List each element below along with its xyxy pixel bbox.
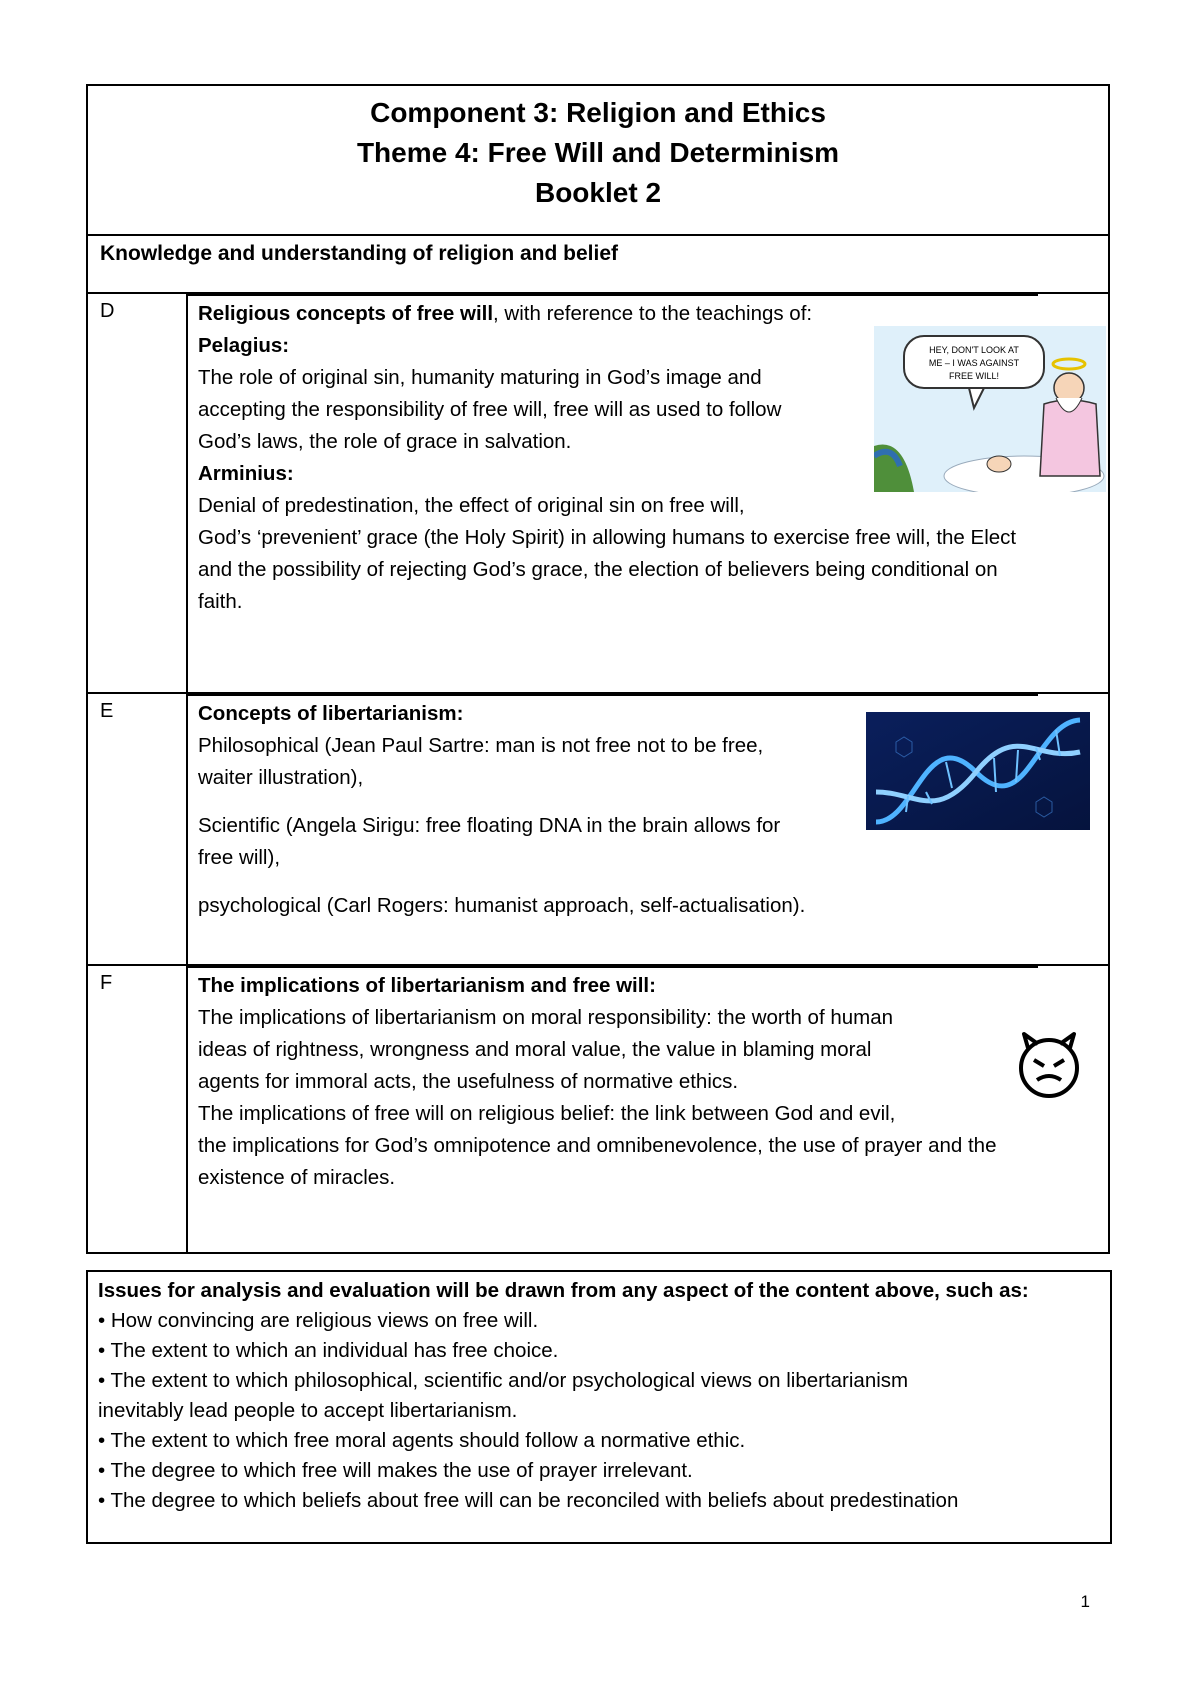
arminius-line: and the possibility of rejecting God’s grace, the election of believers being conditional on (198, 558, 998, 581)
psychological-line: psychological (Carl Rogers: humanist approach, self-actualisation). (198, 894, 806, 917)
philosophical-line: Philosophical (Jean Paul Sartre: man is not free not to be free, (198, 734, 764, 757)
svg-text:HEY, DON'T LOOK AT: HEY, DON'T LOOK AT (929, 345, 1019, 355)
scientific-line: Scientific (Angela Sirigu: free floating DNA in the brain allows for (198, 814, 781, 837)
issue-item: • The extent to which free moral agents should follow a normative ethic. (98, 1429, 746, 1452)
row-separator (188, 966, 1038, 968)
content-table (86, 84, 1110, 1254)
arminius-heading: Arminius: (198, 462, 294, 485)
page-number: 1 (1080, 1592, 1090, 1611)
pelagius-line: accepting the responsibility of free will, free will as used to follow (198, 398, 782, 421)
implication-line: agents for immoral acts, the usefulness of normative ethics. (198, 1070, 739, 1093)
scientific-line: free will), (198, 846, 281, 869)
column-divider (186, 694, 188, 964)
pelagius-line: God’s laws, the role of grace in salvation. (198, 430, 572, 453)
row-f (88, 966, 1108, 1252)
issue-item: • How convincing are religious views on free will. (98, 1309, 539, 1332)
implication-line: The implications of libertarianism on moral responsibility: the worth of human (198, 1006, 894, 1029)
title-block (88, 86, 1108, 236)
arminius-line: Denial of predestination, the effect of original sin on free will, (198, 494, 745, 517)
issue-item: • The extent to which an individual has free choice. (98, 1339, 559, 1362)
booklet-title: Booklet 2 (534, 177, 662, 208)
issue-item: • The degree to which beliefs about free will can be reconciled with beliefs about predestination (98, 1489, 959, 1512)
implication-line: The implications of free will on religious belief: the link between God and evil, (198, 1102, 896, 1125)
issue-item: inevitably lead people to accept libertarianism. (98, 1399, 518, 1422)
row-e (88, 694, 1108, 966)
issue-item: • The degree to which free will makes the use of prayer irrelevant. (98, 1459, 693, 1482)
philosophical-line: waiter illustration), (198, 766, 364, 789)
arminius-line: God’s ‘prevenient’ grace (the Holy Spirit) in allowing humans to exercise free will, the Elect (198, 526, 1017, 549)
row-letter: F (100, 972, 113, 994)
section-heading: Knowledge and understanding of religion and belief (88, 236, 1108, 294)
issues-list (98, 1306, 1100, 1516)
row-f-content (198, 970, 1098, 1194)
issue-item: • The extent to which philosophical, scientific and/or psychological views on libertarianism (98, 1369, 909, 1392)
column-divider (186, 966, 188, 1252)
issues-heading: Issues for analysis and evaluation will be drawn from any aspect of the content above, such as: (98, 1279, 1029, 1302)
god-cartoon-image (874, 326, 1106, 492)
implication-line: existence of miracles. (198, 1166, 396, 1189)
row-d-heading: Religious concepts of free will, with reference to the teachings of: (198, 302, 813, 325)
dna-image (866, 712, 1090, 830)
svg-text:ME – I WAS AGAINST: ME – I WAS AGAINST (928, 358, 1020, 368)
column-divider (186, 294, 188, 692)
row-separator (188, 294, 1038, 296)
component-title: Component 3: Religion and Ethics (370, 97, 826, 128)
issues-box (86, 1270, 1112, 1544)
row-d (88, 294, 1108, 694)
row-f-heading: The implications of libertarianism and free will: (198, 974, 656, 997)
theme-title: Theme 4: Free Will and Determinism (356, 137, 840, 168)
pelagius-line: The role of original sin, humanity maturing in God’s image and (198, 366, 762, 389)
devil-face-icon (1014, 1030, 1084, 1100)
row-letter: D (100, 300, 115, 322)
row-letter: E (100, 700, 114, 722)
svg-text:FREE WILL!: FREE WILL! (948, 371, 1000, 381)
row-e-heading: Concepts of libertarianism: (198, 702, 464, 725)
implication-line: ideas of rightness, wrongness and moral value, the value in blaming moral (198, 1038, 872, 1061)
pelagius-heading: Pelagius: (198, 334, 290, 357)
row-separator (188, 694, 1038, 696)
arminius-line: faith. (198, 590, 243, 613)
implication-line: the implications for God’s omnipotence and omnibenevolence, the use of prayer and the (198, 1134, 997, 1157)
